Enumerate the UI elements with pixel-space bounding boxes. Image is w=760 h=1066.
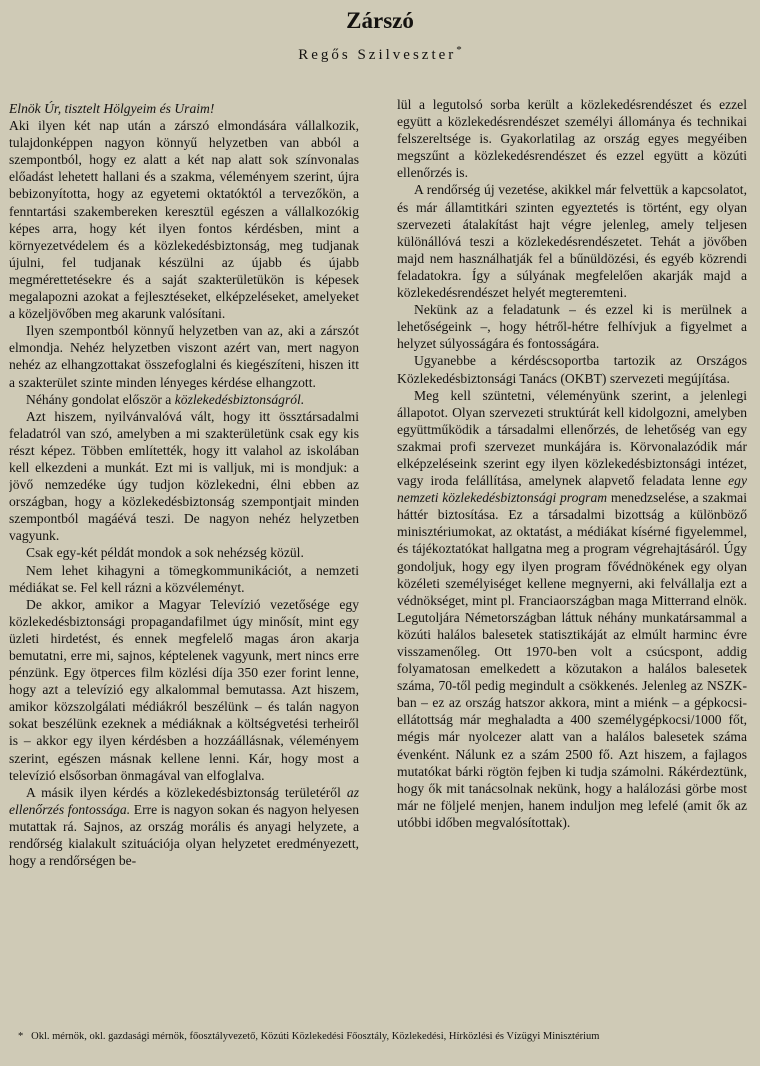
paragraph: De akkor, amikor a Magyar Televízió vezetősége egy közlekedésbiztonsági propagandafilmet úgy minősít, mint egy üzleti hirdetést, és ennek megfelelő magas áron akarja bemutatni, erre mi, sajnos, képtelenek vagyunk, mert nincs erre pénzünk. Egy ötperces film közlési díja 350 ezer forint lenne, hogy azt a televízió egy alkalommal bemutassa. Azt hiszem, amikor közszolgálati médiákról beszélünk – és talán nagyon sokat beszélünk ezeknek a médiáknak a költségvetési terheiről is – akkor egy ilyen kérdésben a hozzáállásnak, véleményem szerint, egészen másnak kellene lenni. Kár, hogy most a televízió elsősorban önmagával van elfoglalva.	[9, 596, 359, 783]
footnote	[18, 1030, 748, 1043]
paragraph-text: menedzselése, a szakmai háttér biztosítása. Ez a társadalmi bizottság a különböző minisztériumokat, az oktatást, a médiákat kísérné figyelemmel, és tájékoztatókat hallgatna meg a program végrehajtásáról. Úgy gondoljuk, hogy egy ilyen program fővédnökének egy olyan közéleti személyiséget kellene megnyerni, aki felvállalja ezt a védnökséget, mint pl. Franciaországban maga Mitterrand elnök. Legutoljára Németországban láttuk néhány munkatársammal a közúti halálos balesetek statisztikáját az elmúlt harminc évre visszamenőleg. Ott 1970-ben volt a csúcspont, addig folyamatosan emelkedett a közutakon a halálos balesetek száma, 70-től pedig megindult a csökkenés. Jelenleg az NSZK-ban – ez az ország hatszor akkora, mint a miénk – a gépkocsi-ellátottság már meghaladta a 400 személygépkocsi/1000 főt, mégis már nyolcezer alatt van a halálos balesetek száma évenként. Nálunk ez a szám 2500 fő. Azt hiszem, a fajlagos mutatókat bárki rögtön fejben ki tudja számolni. Rákérdeztünk, hogy ők mit tanácsolnak nekünk, hogy a halálozási görbe most már ne följelé menjen, hanem induljon meg lefelé (amit ők az utóbbi időben megvalósítottak).	[397, 490, 747, 830]
paragraph-text: A másik ilyen kérdés a közlekedésbiztonság területéről	[26, 784, 347, 800]
paragraph: A rendőrség új vezetése, akikkel már felvettük a kapcsolatot, és már államtitkári szinten egyeztetés is történt, egy olyan szervezeti átalakítást hajt végre jelenleg, amely teljesen különállóvá teszi a közlekedésrendészetet. Tehát a jövőben majd nem használhatják fel a bűnüldözési, és egyéb közrendi feladatokra. Így a súlyának megfelelően akarják majd a közlekedésrendészet helyét megteremteni.	[397, 182, 747, 301]
author-line	[0, 44, 760, 64]
paragraph: Ugyanebbe a kérdéscsoportba tartozik az Országos Közlekedésbiztonsági Tanács (OKBT) szervezeti megújítása.	[397, 353, 747, 386]
footnote-mark: *	[18, 1031, 24, 1042]
emphasis-text: közlekedésbiztonságról.	[174, 391, 305, 407]
author-footnote-mark: *	[456, 44, 462, 56]
paragraph: Csak egy-két példát mondok a sok nehézség közül.	[26, 545, 304, 561]
paragraph: Nekünk az a feladatunk – és ezzel ki is merülnek a lehetőségeink –, hogy hétről-hétre felhívjuk a figyelmet a helyzet súlyosságára és fontosságára.	[397, 302, 747, 352]
paragraph-text: Néhány gondolat először a	[26, 391, 175, 407]
author-name: Regős Szilveszter	[298, 47, 457, 63]
emphasis-text: egy nemzeti közlekedésbiztonsági program	[397, 473, 747, 506]
paragraph: lül a legutolsó sorba került a közlekedésrendészet és ezzel együtt a közlekedésrendészet személyi állománya és technikai felszereltsége is. Gyakorlatilag az ország egyes megyéiben megszűnt a közlekedésrendészet és ezzel együtt a közúti ellenőrzés is.	[397, 97, 747, 181]
paragraph: Ilyen szempontból könnyű helyzetben van az, aki a zárszót elmondja. Nehéz helyzetben viszont azért van, mert nagyon nehéz az elhangzottakat összefoglalni és kiegészíteni, hiszen itt a szakterület szinte minden lényeges kérdése elhangzott.	[9, 323, 359, 390]
paragraph-text: Erre is nagyon sokan és nagyon helyesen mutattak rá. Sajnos, az ország morális és anyagi helyzete, a rendőrség kialakult szituációja olyan helyzetet eredményezett, hogy a rendőrségen be-	[9, 801, 359, 869]
paragraph	[9, 391, 359, 408]
emphasis-text: az ellenőrzés fontossága.	[9, 784, 359, 817]
right-column	[397, 96, 747, 1016]
paragraph: Aki ilyen két nap után a zárszó elmondására vállalkozik, tulajdonképpen nagyon könnyű helyzetben van abból a szempontból, hogy ez alatt a két nap alatt sok színvonalas előadást lehetett hallani és a szakma, véleményem szerint, újra bebizonyította, hogy az egyetemi oktatóktól a tervezőkön, a fenntartási szakembereken keresztül egészen a vállalkozókig képes arra, hogy két ilyen fontos kérdésben, mint a környezetvédelem és a közlekedésbiztonság, meg tudjanak újulni, fel tudjanak készülni az újabb és újabb megmérettetésekre és a saját szakterületükön is képesek megalapozni azokat a fejlesztéseket, elképzeléseket, amelyeket a közeljövőben meg akarunk valósítani.	[9, 118, 359, 322]
article-title: Zárszó	[346, 8, 414, 33]
paragraph: Nem lehet kihagyni a tömegkommunikációt, a nemzeti médiákat se. Fel kell rázni a közvéleményt.	[9, 562, 359, 595]
salutation: Elnök Úr, tisztelt Hölgyeim és Uraim!	[9, 101, 215, 116]
paragraph-text: Meg kell szüntetni, véleményünk szerint, a jelenlegi állapotot. Olyan szervezeti struktúrát kell kidolgozni, amelyben együttműködik a társadalmi ellenőrzés, de lehetőség van egy szakmai profi szervezet munkájára is. Körvonalazódik már elképzeléseink szerint egy ilyen közlekedésbiztonsági intézet, vagy iroda felállítása, amelynek alapvető feladata lenne	[397, 387, 747, 489]
footnote-text: Okl. mérnök, okl. gazdasági mérnök, főosztályvezető, Közúti Közlekedési Főosztály, Közlekedési, Hírközlési és Vízügyi Minisztérium	[31, 1031, 600, 1042]
paragraph	[9, 784, 359, 869]
paragraph	[397, 387, 747, 831]
paragraph: Azt hiszem, nyilvánvalóvá vált, hogy itt össztársadalmi feladatról van szó, amelyben a mi szakterületünk csak egy kis részt képez. Többen említették, hogy itt valahol az iskolában kell elkezdeni a munkát. Ezt mi is valljuk, mi is mondjuk: a jövő nemzedéke úgy tudjon közlekedni, élni ebben az országban, hogy a közlekedésbiztonság szempontjait minden szempontból magáévá teszi. De nagyon nehéz helyzetben vagyunk.	[9, 408, 359, 544]
left-column	[9, 100, 359, 1020]
